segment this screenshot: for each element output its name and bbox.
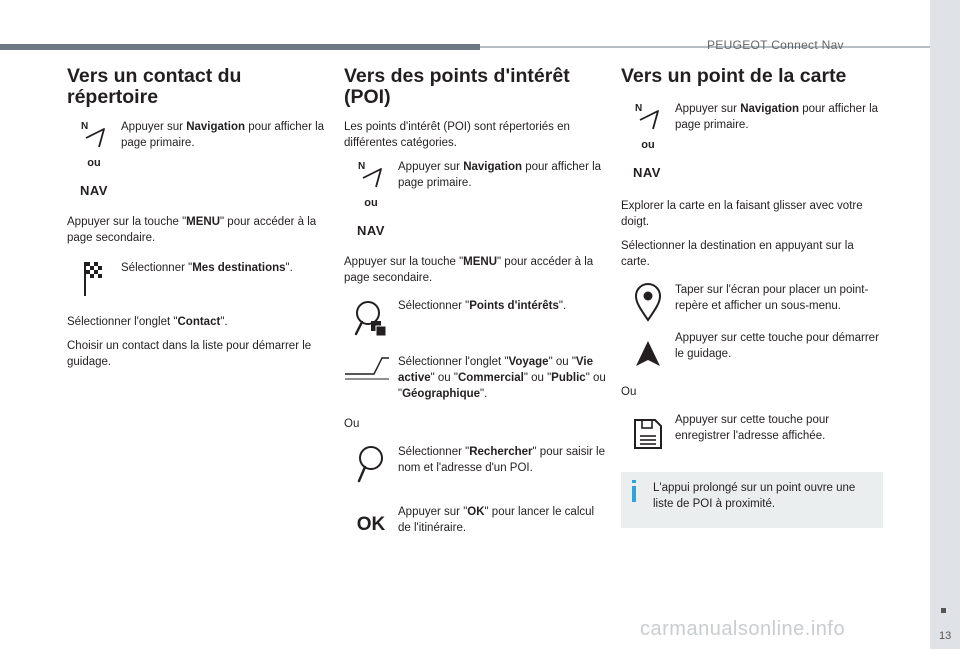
page-number: 13: [939, 630, 952, 642]
step-save-address: Appuyer sur cette touche pour enregistrer l'adresse affichée.: [621, 412, 883, 450]
step-ok: OK Appuyer sur "OK" pour lancer le calcul de l'itinéraire.: [356, 506, 595, 535]
header-bar-light: [480, 46, 930, 48]
section-end-mark: [941, 608, 946, 613]
location-pin-icon: [633, 282, 663, 322]
section-title-contact: Vers un contact du répertoire: [67, 65, 242, 108]
step-navigation: N ou NAV Appuyer sur Navigation pour afficher la page primaire.: [357, 161, 602, 238]
column-contact: [67, 66, 329, 378]
ok-button-label: OK: [356, 514, 386, 535]
section-title-poi: Vers des points d'intérêt (POI): [344, 65, 570, 108]
tab-selector-icon: [344, 354, 390, 380]
svg-text:N: N: [81, 121, 89, 132]
info-icon: [629, 480, 639, 502]
header-bar-dark: [0, 44, 480, 50]
menu-instruction: Appuyer sur la touche "MENU" pour accéder à la page secondaire.: [344, 256, 594, 284]
poi-intro: Les points d'intérêt (POI) sont répertoriés en différentes catégories.: [344, 121, 570, 149]
step-category-tab: Sélectionner l'onglet "Voyage" ou "Vie active" ou "Commercial" ou "Public" ou "Géographique".: [344, 354, 606, 402]
poi-search-icon: [351, 298, 391, 340]
page-side-strip: [930, 0, 960, 649]
or-alternative: Ou: [344, 418, 360, 430]
watermark: carmanualsonline.info: [640, 618, 846, 640]
navigation-arrow-icon: [634, 101, 662, 131]
start-guidance-arrow-icon: [635, 340, 661, 368]
or-alternative: Ou: [621, 386, 637, 398]
nav-button-label: NAV: [357, 223, 385, 238]
checkered-flag-icon: [81, 260, 107, 298]
or-label: ou: [87, 157, 101, 169]
step-navigation: N ou NAV Appuyer sur Navigation pour afficher la page primaire.: [633, 103, 879, 180]
svg-text:N: N: [635, 103, 643, 114]
nav-button-label: NAV: [633, 165, 661, 180]
info-note: L'appui prolongé sur un point ouvre une liste de POI à proximité.: [621, 472, 883, 528]
save-floppy-icon: [633, 418, 663, 450]
tab-instruction: Sélectionner l'onglet "Contact".: [67, 316, 228, 328]
brand-title: PEUGEOT Connect Nav: [707, 38, 844, 52]
search-icon: [351, 444, 391, 486]
step-navigation: N ou NAV Appuyer sur Navigation pour afficher la page primaire.: [80, 121, 325, 198]
step-start-guidance: Appuyer sur cette touche pour démarrer le guidage.: [621, 330, 883, 368]
nav-button-label: NAV: [80, 183, 108, 198]
step-place-marker: Taper sur l'écran pour placer un point-repère et afficher un sous-menu.: [621, 282, 883, 322]
navigation-arrow-icon: [357, 159, 385, 189]
select-destination-instruction: Sélectionner la destination en appuyant sur la carte.: [621, 240, 854, 268]
column-poi: [344, 66, 606, 544]
section-title-map: Vers un point de la carte: [621, 65, 847, 87]
explore-instruction: Explorer la carte en la faisant glisser avec votre doigt.: [621, 200, 863, 228]
step-search: Sélectionner "Rechercher" pour saisir le nom et l'adresse d'un POI.: [344, 444, 606, 486]
column-map-point: [621, 66, 883, 528]
step-destinations: Sélectionner "Mes destinations".: [67, 260, 329, 298]
menu-instruction: Appuyer sur la touche "MENU" pour accéder à la page secondaire.: [67, 216, 317, 244]
choose-contact-instruction: Choisir un contact dans la liste pour démarrer le guidage.: [67, 340, 312, 368]
navigation-arrow-icon: [80, 119, 108, 149]
or-label: ou: [364, 197, 378, 209]
or-label: ou: [641, 139, 655, 151]
svg-text:N: N: [358, 161, 366, 172]
step-poi: Sélectionner "Points d'intérêts".: [344, 298, 606, 340]
